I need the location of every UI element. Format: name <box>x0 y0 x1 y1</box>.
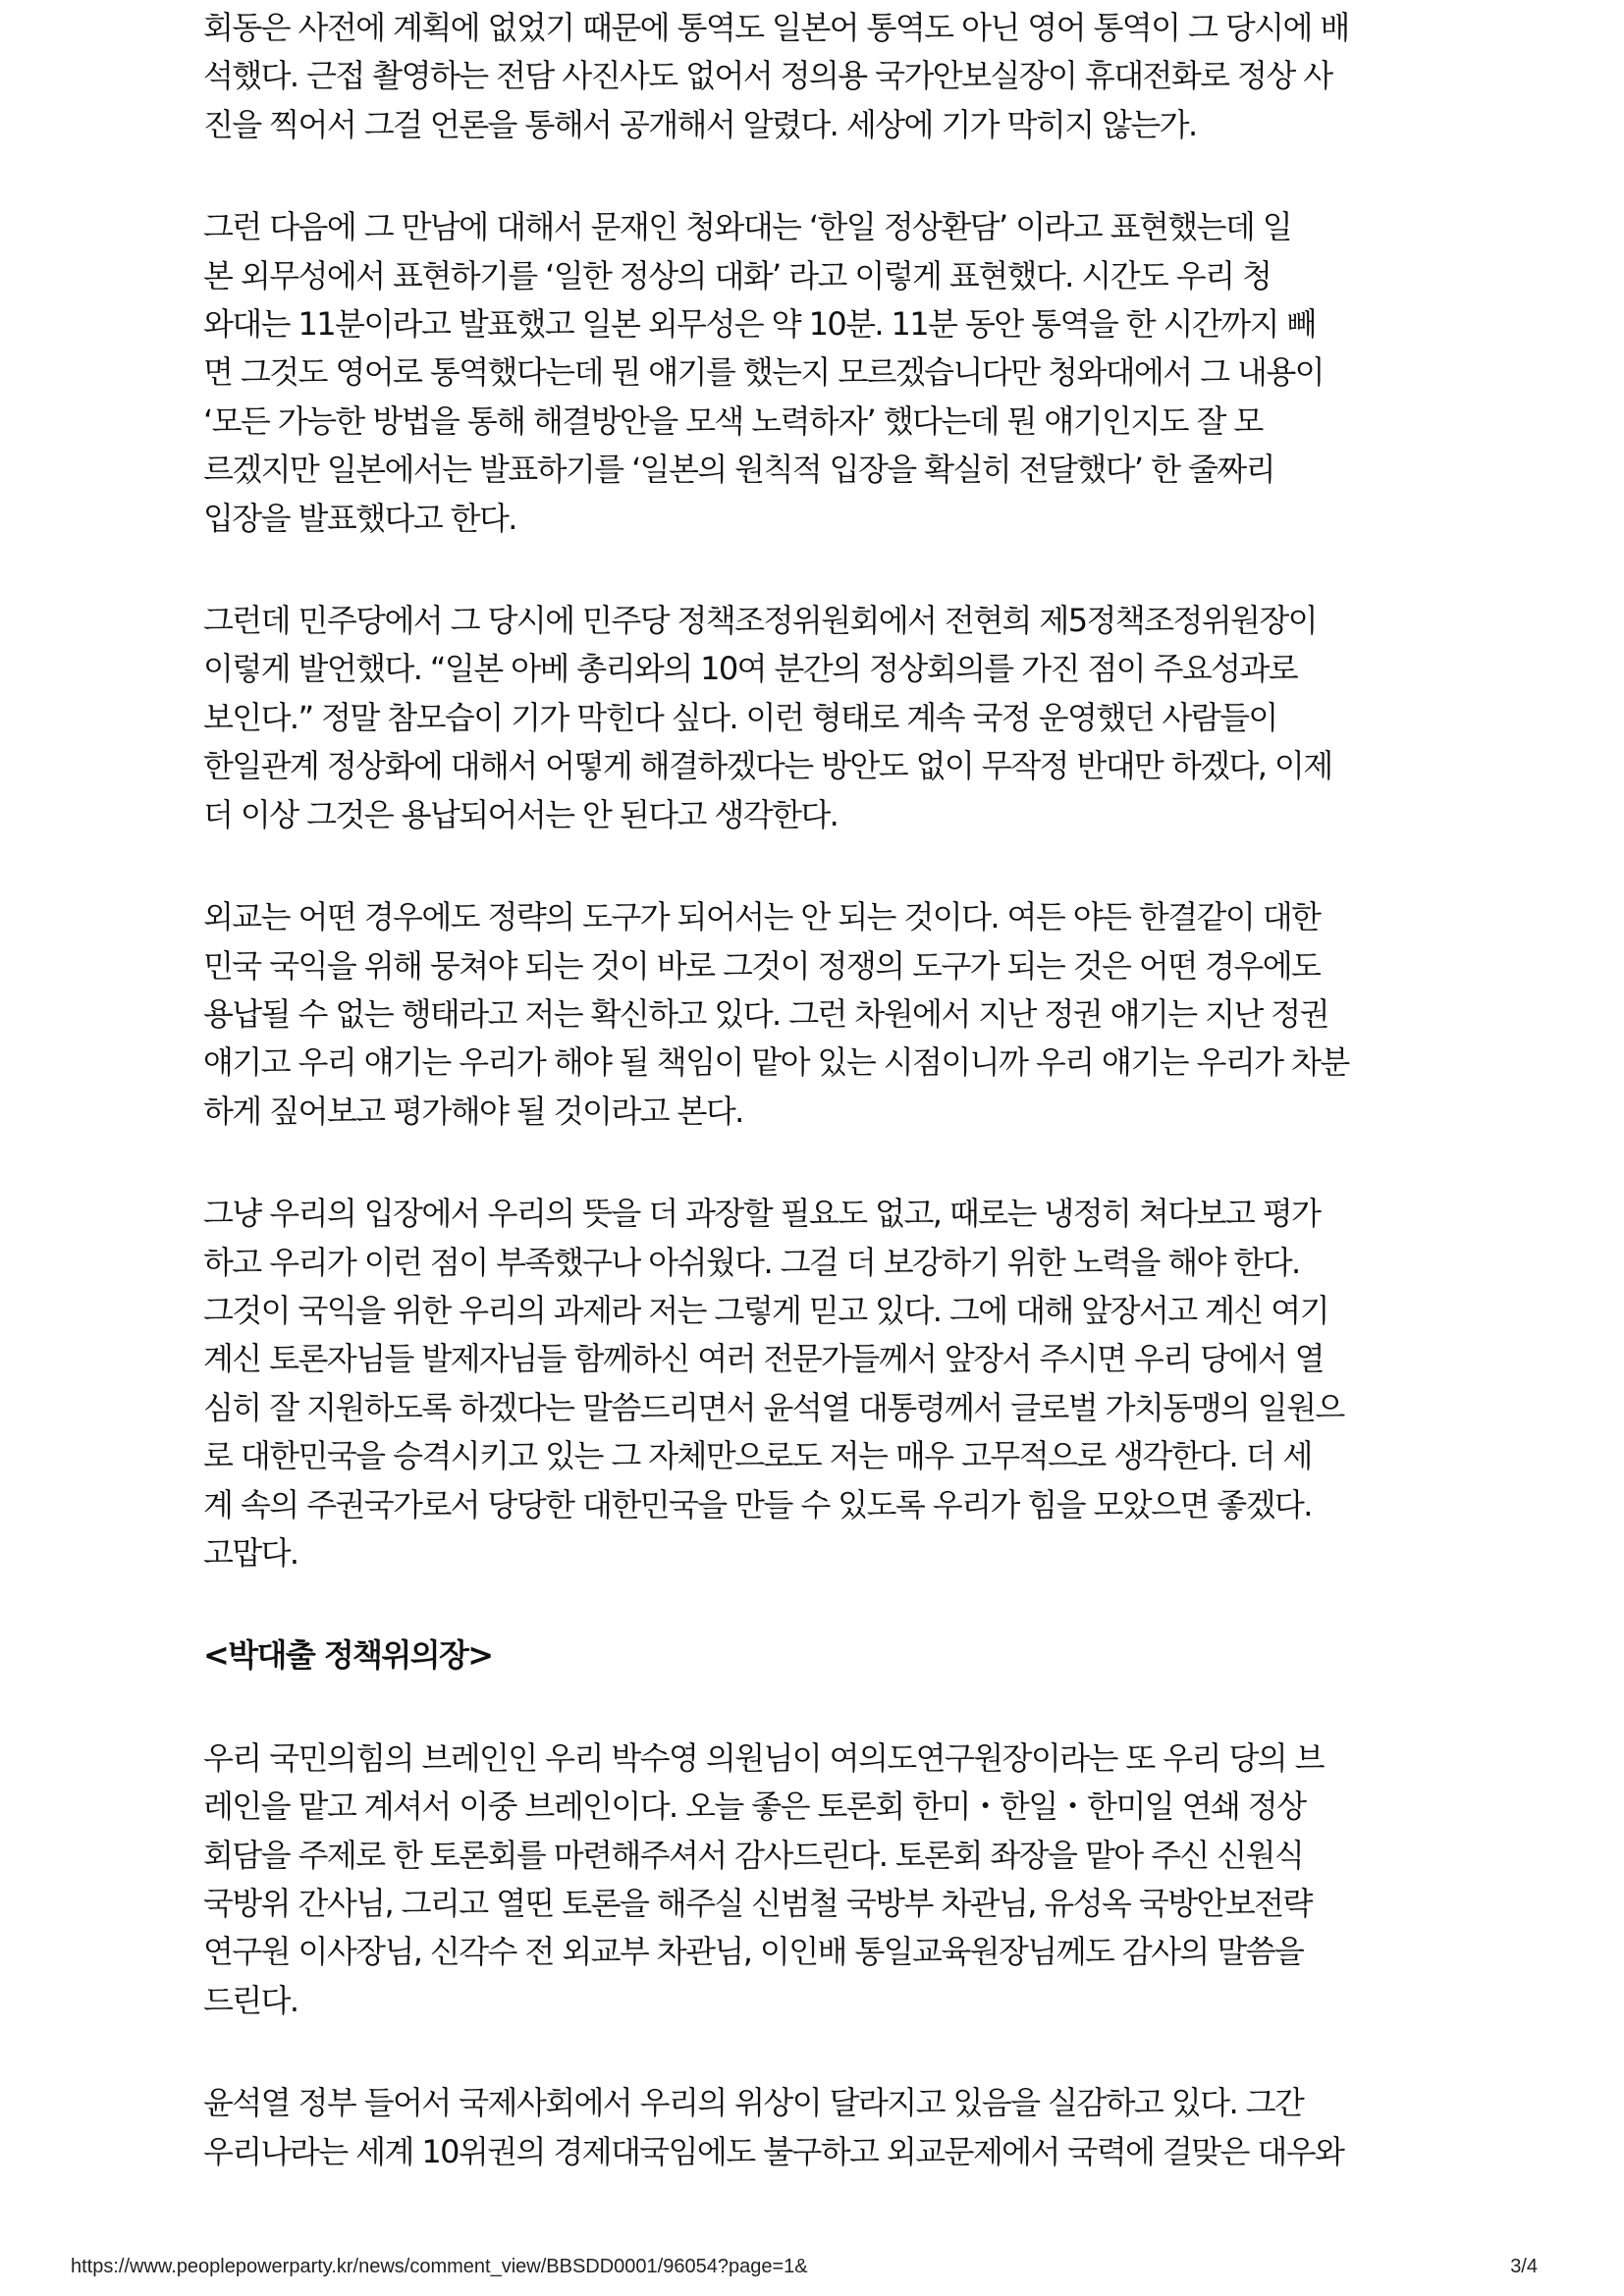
text-line: 보인다.” 정말 참모습이 기가 막힌다 싶다. 이런 형태로 계속 국정 운영했던 사람들이 <box>203 698 1277 736</box>
text-line: 우리 국민의힘의 브레인인 우리 박수영 의원님이 여의도연구원장이라는 또 우리 당의 브 <box>203 1738 1324 1777</box>
text-line: 우리나라는 세계 10위권의 경제대국임에도 불구하고 외교문제에서 국력에 걸맞은 대우와 <box>203 2132 1344 2170</box>
paragraph-5 <box>203 1190 1435 1577</box>
text-line: 윤석열 정부 들어서 국제사회에서 우리의 위상이 달라지고 있음을 실감하고 있다. 그간 <box>203 2084 1304 2122</box>
text-line: 국방위 간사님, 그리고 열띤 토론을 해주실 신범철 국방부 차관님, 유성옥 국방안보전략 <box>203 1885 1312 1922</box>
page-number: 3/4 <box>1510 2256 1538 2277</box>
paragraph-1 <box>203 4 1435 149</box>
paragraph-3 <box>203 597 1435 839</box>
paragraph-7 <box>203 2079 1435 2176</box>
text-line: 그런 다음에 그 만남에 대해서 문재인 청와대는 ‘한일 정상환담’ 이라고 표현했는데 일 <box>203 208 1292 246</box>
text-line: 계신 토론자님들 발제자님들 함께하신 여러 전문가들께서 앞장서 주시면 우리 당에서 열 <box>203 1340 1324 1378</box>
text-line: 그냥 우리의 입장에서 우리의 뜻을 더 과장할 필요도 없고, 때로는 냉정히 쳐다보고 평가 <box>203 1195 1321 1233</box>
text-line: 용납될 수 없는 행태라고 저는 확신하고 있다. 그런 차원에서 지난 정권 얘기는 지난 정권 <box>203 994 1328 1033</box>
text-line: 본 외무성에서 표현하기를 ‘일한 정상의 대화’ 라고 이렇게 표현했다. 시간도 우리 청 <box>203 256 1272 294</box>
text-line: 하게 짚어보고 평가해야 될 것이라고 본다. <box>203 1092 743 1130</box>
text-line: 입장을 발표했다고 한다. <box>203 499 516 537</box>
text-line: 얘기고 우리 얘기는 우리가 해야 될 책임이 맡아 있는 시점이니까 우리 얘기는 우리가 차분 <box>203 1043 1349 1082</box>
text-line: 면 그것도 영어로 통역했다는데 뭔 얘기를 했는지 모르겠습니다만 청와대에서 그 내용이 <box>203 353 1324 392</box>
paragraph-4 <box>203 893 1435 1136</box>
paragraph-2 <box>203 203 1435 543</box>
paragraph-6 <box>203 1735 1435 2025</box>
text-line: 민국 국익을 위해 뭉쳐야 되는 것이 바로 그것이 정쟁의 도구가 되는 것은 어떤 경우에도 <box>203 946 1321 985</box>
article-body <box>203 4 1435 2230</box>
text-line: 심히 잘 지원하도록 하겠다는 말씀드리면서 윤석열 대통령께서 글로벌 가치동맹의 일원으 <box>203 1388 1344 1426</box>
text-line: 그런데 민주당에서 그 당시에 민주당 정책조정위원회에서 전현희 제5정책조정위원장이 <box>203 602 1317 640</box>
text-line: 그것이 국익을 위한 우리의 과제라 저는 그렇게 믿고 있다. 그에 대해 앞장서고 계신 여기 <box>203 1291 1328 1329</box>
print-footer <box>71 2256 1538 2279</box>
text-line: 회동은 사전에 계획에 없었기 때문에 통역도 일본어 통역도 아닌 영어 통역이 그 당시에 배 <box>203 9 1349 46</box>
text-line: 드린다. <box>203 1981 298 2019</box>
text-line: 외교는 어떤 경우에도 정략의 도구가 되어서는 안 되는 것이다. 여든 야든 한결같이 대한 <box>203 898 1321 936</box>
text-line: 연구원 이사장님, 신각수 전 외교부 차관님, 이인배 통일교육원장님께도 감사의 말씀을 <box>203 1933 1304 1971</box>
text-line: 로 대한민국을 승격시키고 있는 그 자체만으로도 저는 매우 고무적으로 생각한다. 더 세 <box>203 1437 1312 1475</box>
text-line: 와대는 11분이라고 발표했고 일본 외무성은 약 10분. 11분 동안 통역을 한 시간까지 빼 <box>203 305 1316 344</box>
text-line: ‘모든 가능한 방법을 통해 해결방안을 모색 노력하자’ 했다는데 뭔 얘기인지도 잘 모 <box>203 401 1263 440</box>
speaker-heading: <박대출 정책위의장> <box>203 1636 493 1675</box>
text-line: 고맙다. <box>203 1533 298 1572</box>
text-line: 하고 우리가 이런 점이 부족했구나 아쉬웠다. 그걸 더 보강하기 위한 노력을 해야 한다. <box>203 1243 1300 1281</box>
text-line: 한일관계 정상화에 대해서 어떻게 해결하겠다는 방안도 없이 무작정 반대만 하겠다, 이제 <box>203 747 1332 785</box>
text-line: 석했다. 근접 촬영하는 전담 사진사도 없어서 정의용 국가안보실장이 휴대전화로 정상 사 <box>203 57 1332 95</box>
text-line: 진을 찍어서 그걸 언론을 통해서 공개해서 알렸다. 세상에 기가 막히지 않는가. <box>203 105 1197 143</box>
text-line: 더 이상 그것은 용납되어서는 안 된다고 생각한다. <box>203 795 839 833</box>
text-line: 레인을 맡고 계셔서 이중 브레인이다. 오늘 좋은 토론회 한미・한일・한미일 연쇄 정상 <box>203 1788 1306 1826</box>
text-line: 계 속의 주권국가로서 당당한 대한민국을 만들 수 있도록 우리가 힘을 모았으면 좋겠다. <box>203 1485 1312 1523</box>
text-line: 르겠지만 일본에서는 발표하기를 ‘일본의 원칙적 입장을 확실히 전달했다’ 한 줄짜리 <box>203 451 1274 489</box>
text-line: 회담을 주제로 한 토론회를 마련해주셔서 감사드린다. 토론회 좌장을 맡아 주신 신원식 <box>203 1836 1304 1874</box>
footer-url: https://www.peoplepowerparty.kr/news/comment_view/BBSDD0001/96054?page=1& <box>71 2256 808 2277</box>
text-line: 이렇게 발언했다. “일본 아베 총리와의 10여 분간의 정상회의를 가진 점이 주요성과로 <box>203 650 1298 688</box>
